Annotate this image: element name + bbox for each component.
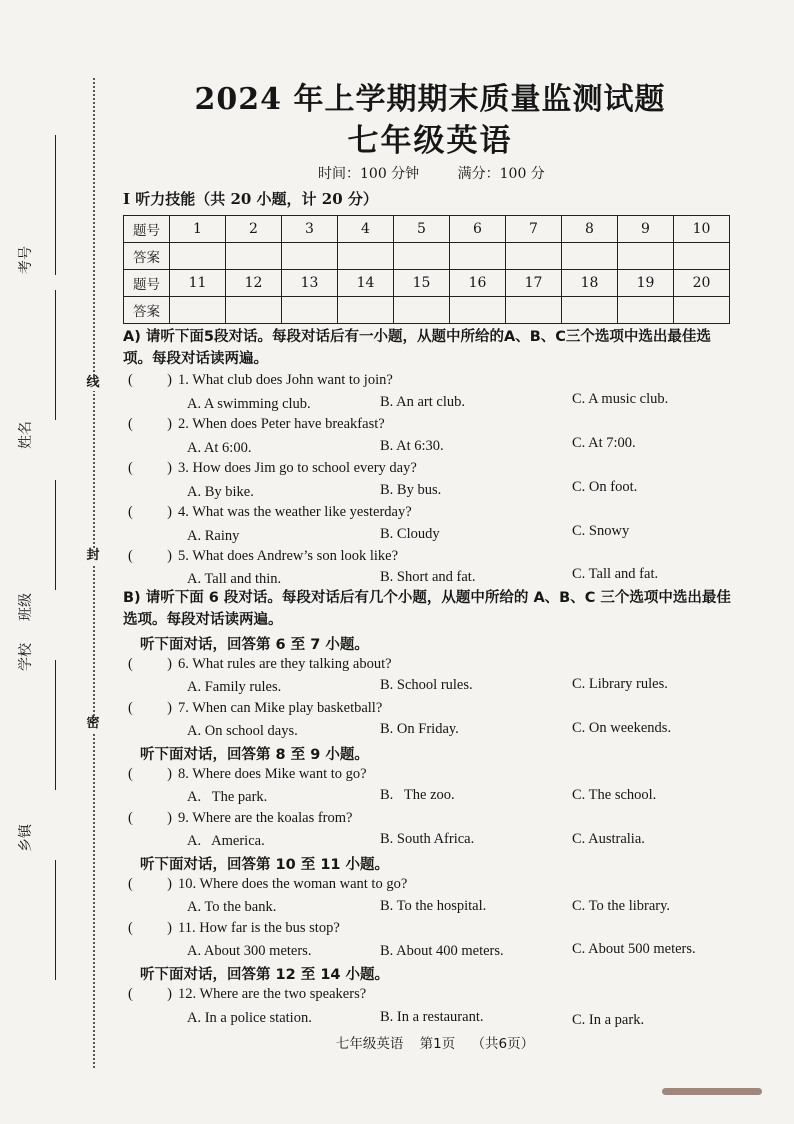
option-c: C. Snowy bbox=[572, 523, 630, 539]
answer-cell[interactable] bbox=[226, 297, 282, 324]
option-b: B. Short and fat. bbox=[380, 569, 476, 585]
answer-cell[interactable] bbox=[674, 243, 730, 270]
exam-time: 时间：100 分钟 bbox=[318, 166, 420, 182]
grid-number: 15 bbox=[394, 270, 450, 297]
answer-cell[interactable] bbox=[506, 243, 562, 270]
grid-number: 2 bbox=[226, 216, 282, 243]
grid-number: 17 bbox=[506, 270, 562, 297]
option-c: C. To the library. bbox=[572, 898, 671, 914]
option-c: C. The school. bbox=[572, 787, 657, 803]
answer-cell[interactable] bbox=[562, 243, 618, 270]
answer-cell[interactable] bbox=[618, 297, 674, 324]
grid-number: 6 bbox=[450, 216, 506, 243]
option-b: B. The zoo. bbox=[380, 787, 455, 803]
option-c: C. On weekends. bbox=[572, 720, 672, 736]
grid-number: 20 bbox=[674, 270, 730, 297]
page-footer bbox=[0, 1032, 794, 1052]
scan-smudge bbox=[662, 1088, 762, 1095]
answer-cell[interactable] bbox=[282, 243, 338, 270]
option-a: A. About 300 meters. bbox=[187, 943, 312, 959]
option-a: A. To the bank. bbox=[187, 899, 277, 915]
field-town-label: 乡镇 bbox=[18, 824, 34, 852]
binding-dotted-line bbox=[93, 78, 95, 1068]
option-c: C. At 7:00. bbox=[572, 435, 636, 451]
grid-number: 9 bbox=[618, 216, 674, 243]
answer-cell[interactable] bbox=[618, 243, 674, 270]
option-a: A. Family rules. bbox=[187, 679, 282, 695]
field-class-line bbox=[55, 480, 56, 590]
question-10 bbox=[128, 876, 407, 893]
section-1-title: I 听力技能（共 20 小题，计 20 分） bbox=[123, 190, 378, 208]
option-c: C. On foot. bbox=[572, 479, 638, 495]
field-name-line bbox=[55, 290, 56, 420]
option-a: A. At 6:00. bbox=[187, 440, 252, 456]
question-stem: 6. What rules are they talking about? bbox=[178, 656, 392, 672]
grid-number: 18 bbox=[562, 270, 618, 297]
question-12 bbox=[128, 986, 366, 1003]
grid-label: 题号 bbox=[124, 270, 170, 297]
answer-blank[interactable] bbox=[128, 920, 172, 937]
option-c: C. About 500 meters. bbox=[572, 941, 696, 957]
part-b-instruction: B) 请听下面 6 段对话。每段对话后有几个小题，从题中所给的 A、B、C 三个选项中选出最佳选项。每段对话读两遍。 bbox=[123, 590, 731, 628]
field-school-line bbox=[55, 660, 56, 790]
question-6 bbox=[128, 656, 392, 673]
answer-blank[interactable] bbox=[128, 460, 172, 477]
option-c: C. In a park. bbox=[572, 1012, 645, 1028]
question-stem: 5. What does Andrew’s son look like? bbox=[178, 548, 399, 564]
question-stem: 12. Where are the two speakers? bbox=[178, 986, 367, 1002]
field-town-line bbox=[55, 860, 56, 980]
grid-number: 8 bbox=[562, 216, 618, 243]
field-school-label: 学校 bbox=[18, 643, 34, 671]
group-heading: 听下面对话，回答第 6 至 7 小题。 bbox=[140, 637, 369, 653]
grid-label: 答案 bbox=[124, 297, 170, 324]
question-stem: 4. What was the weather like yesterday? bbox=[178, 504, 412, 520]
grid-number: 1 bbox=[170, 216, 226, 243]
binding-mark-feng: 封 bbox=[86, 548, 100, 563]
answer-cell[interactable] bbox=[506, 297, 562, 324]
option-b: B. To the hospital. bbox=[380, 898, 487, 914]
grid-label: 答案 bbox=[124, 243, 170, 270]
grid-number: 19 bbox=[618, 270, 674, 297]
question-stem: 7. When can Mike play basketball? bbox=[178, 700, 383, 716]
answer-cell[interactable] bbox=[674, 297, 730, 324]
answer-cell[interactable] bbox=[394, 243, 450, 270]
option-a: A. America. bbox=[187, 833, 265, 849]
option-b: B. On Friday. bbox=[380, 721, 459, 737]
answer-cell[interactable] bbox=[170, 297, 226, 324]
answer-blank[interactable] bbox=[128, 504, 172, 521]
option-b: B. Cloudy bbox=[380, 526, 440, 542]
option-b: B. An art club. bbox=[380, 394, 465, 410]
answer-cell[interactable] bbox=[282, 297, 338, 324]
option-a: A. Rainy bbox=[187, 528, 240, 544]
option-a: A. On school days. bbox=[187, 723, 298, 739]
option-a: A. By bike. bbox=[187, 484, 254, 500]
field-name-label: 姓名 bbox=[18, 421, 34, 449]
answer-cell[interactable] bbox=[338, 243, 394, 270]
answer-blank[interactable] bbox=[128, 656, 172, 673]
field-exam-number-label: 考号 bbox=[18, 246, 34, 274]
answer-blank[interactable] bbox=[128, 876, 172, 893]
answer-cell[interactable] bbox=[450, 243, 506, 270]
grid-row-numbers-1 bbox=[124, 216, 730, 243]
question-stem: 10. Where does the woman want to go? bbox=[178, 876, 408, 892]
answer-cell[interactable] bbox=[394, 297, 450, 324]
exam-subtitle: 七年级英语 bbox=[347, 123, 513, 159]
answer-blank[interactable] bbox=[128, 548, 172, 565]
exam-meta bbox=[318, 163, 579, 183]
grid-label: 题号 bbox=[124, 216, 170, 243]
option-a: A. Tall and thin. bbox=[187, 571, 282, 587]
group-heading: 听下面对话，回答第 10 至 11 小题。 bbox=[140, 857, 390, 873]
question-5 bbox=[128, 548, 398, 565]
question-stem: 3. How does Jim go to school every day? bbox=[178, 460, 417, 476]
option-b: B. About 400 meters. bbox=[380, 943, 504, 959]
question-stem: 11. How far is the bus stop? bbox=[178, 920, 340, 936]
footer-subject: 七年级英语 bbox=[335, 1036, 404, 1052]
grid-number: 13 bbox=[282, 270, 338, 297]
footer-total: （共6页） bbox=[471, 1036, 535, 1052]
question-11 bbox=[128, 920, 340, 937]
question-stem: 8. Where does Mike want to go? bbox=[178, 766, 367, 782]
grid-number: 16 bbox=[450, 270, 506, 297]
exam-score: 满分：100 分 bbox=[457, 166, 545, 182]
grid-number: 12 bbox=[226, 270, 282, 297]
question-8 bbox=[128, 766, 367, 783]
grid-number: 7 bbox=[506, 216, 562, 243]
field-class-label: 班级 bbox=[18, 593, 34, 621]
option-b: B. School rules. bbox=[380, 677, 473, 693]
binding-mark-mi: 密 bbox=[86, 716, 100, 731]
binding-mark-xian: 线 bbox=[86, 375, 100, 390]
answer-cell[interactable] bbox=[562, 297, 618, 324]
answer-cell[interactable] bbox=[450, 297, 506, 324]
option-c: C. A music club. bbox=[572, 391, 669, 407]
group-heading: 听下面对话，回答第 12 至 14 小题。 bbox=[140, 967, 390, 983]
answer-grid bbox=[123, 215, 730, 324]
option-c: C. Tall and fat. bbox=[572, 566, 659, 582]
question-9 bbox=[128, 810, 352, 827]
grid-row-answers-1 bbox=[124, 243, 730, 270]
option-a: A. The park. bbox=[187, 789, 268, 805]
answer-blank[interactable] bbox=[128, 372, 172, 389]
option-a: A. A swimming club. bbox=[187, 396, 311, 412]
exam-title: 2024 年上学期期末质量监测试题 bbox=[194, 82, 666, 117]
grid-row-answers-2 bbox=[124, 297, 730, 324]
option-a: A. In a police station. bbox=[187, 1010, 312, 1026]
answer-blank[interactable] bbox=[128, 416, 172, 433]
footer-page: 第1页 bbox=[419, 1036, 456, 1052]
answer-blank[interactable] bbox=[128, 766, 172, 783]
option-c: C. Library rules. bbox=[572, 676, 668, 692]
question-stem: 1. What club does John want to join? bbox=[178, 372, 393, 388]
question-stem: 9. Where are the koalas from? bbox=[178, 810, 353, 826]
grid-row-numbers-2 bbox=[124, 270, 730, 297]
question-1 bbox=[128, 372, 393, 389]
answer-blank[interactable] bbox=[128, 700, 172, 717]
answer-cell[interactable] bbox=[170, 243, 226, 270]
question-3 bbox=[128, 460, 417, 477]
part-a-instruction: A) 请听下面5段对话。每段对话后有一小题，从题中所给的A、B、C三个选项中选出最佳选项。每段对话读两遍。 bbox=[123, 329, 711, 367]
answer-blank[interactable] bbox=[128, 810, 172, 827]
grid-number: 11 bbox=[170, 270, 226, 297]
grid-number: 14 bbox=[338, 270, 394, 297]
option-c: C. Australia. bbox=[572, 831, 645, 847]
option-b: B. In a restaurant. bbox=[380, 1009, 484, 1025]
group-heading: 听下面对话，回答第 8 至 9 小题。 bbox=[140, 747, 369, 763]
question-4 bbox=[128, 504, 412, 521]
grid-number: 10 bbox=[674, 216, 730, 243]
option-b: B. At 6:30. bbox=[380, 438, 444, 454]
grid-number: 5 bbox=[394, 216, 450, 243]
question-7 bbox=[128, 700, 382, 717]
question-stem: 2. When does Peter have breakfast? bbox=[178, 416, 385, 432]
answer-cell[interactable] bbox=[226, 243, 282, 270]
answer-cell[interactable] bbox=[338, 297, 394, 324]
option-b: B. South Africa. bbox=[380, 831, 475, 847]
grid-number: 3 bbox=[282, 216, 338, 243]
answer-blank[interactable] bbox=[128, 986, 172, 1003]
grid-number: 4 bbox=[338, 216, 394, 243]
question-2 bbox=[128, 416, 385, 433]
option-b: B. By bus. bbox=[380, 482, 442, 498]
